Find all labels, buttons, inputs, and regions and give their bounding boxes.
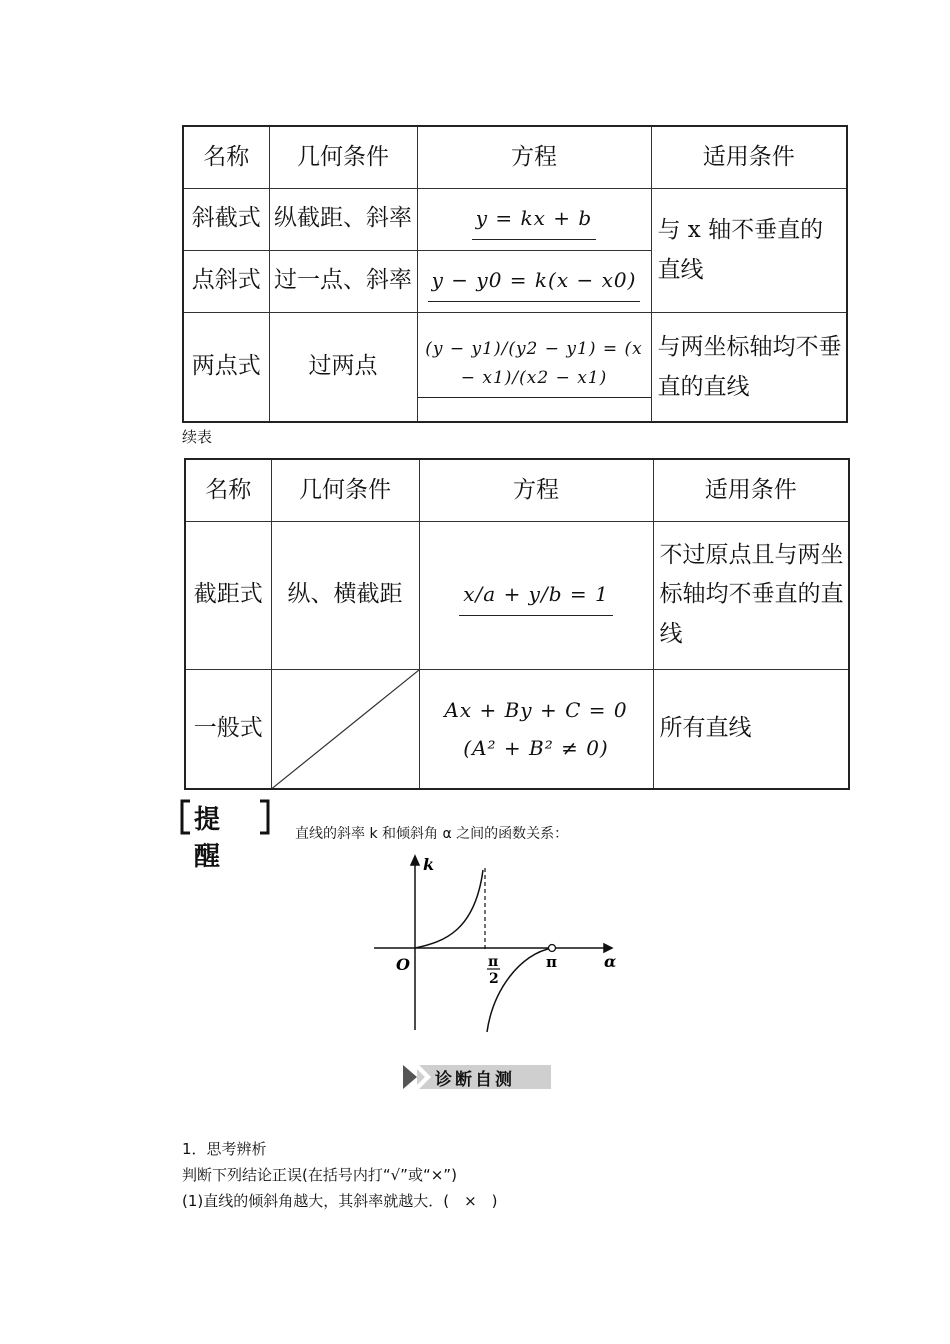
row-slope-intercept-condition: 纵截距、斜率 (269, 188, 417, 250)
equation-general: Ax + By + C = 0 (444, 697, 628, 722)
row-intercept-applicable: 不过原点且与两坐标轴均不垂直的直线 (653, 521, 849, 669)
equation-slope-intercept: y = kx + b (472, 201, 596, 240)
row-two-point-condition: 过两点 (269, 312, 417, 422)
y-axis-arrow-icon (411, 856, 419, 865)
row-intercept-condition: 纵、横截距 (271, 521, 419, 669)
applicable-not-perpendicular-x: 与 x 轴不垂直的直线 (651, 188, 847, 312)
header-applicable: 适用条件 (651, 126, 847, 188)
axes (374, 856, 612, 1030)
curve-positive-branch (415, 870, 483, 948)
section-badge (403, 1063, 551, 1091)
row-point-slope-name: 点斜式 (183, 250, 269, 312)
reminder-text: 直线的斜率 k 和倾斜角 α 之间的函数关系： (295, 826, 569, 842)
line-equation-table-1 (182, 125, 848, 423)
tick-pi-label: π (546, 953, 557, 971)
header-name: 名称 (183, 126, 269, 188)
header-equation: 方程 (419, 459, 653, 521)
row-slope-intercept-equation (417, 188, 651, 250)
section-badge-label: 诊断自测 (435, 1070, 515, 1090)
row-general-applicable: 所有直线 (653, 669, 849, 789)
line-equation-table-2 (184, 458, 850, 790)
slope-angle-graph (360, 850, 630, 1040)
row-point-slope-equation (417, 250, 651, 312)
header-equation: 方程 (417, 126, 651, 188)
tick-half-pi-den: 2 (489, 971, 499, 987)
header-condition: 几何条件 (269, 126, 417, 188)
row-point-slope-condition: 过一点、斜率 (269, 250, 417, 312)
y-axis-label: k (423, 855, 435, 874)
equation-point-slope: y − y0 = k(x − x0) (428, 263, 641, 302)
open-point-pi (549, 945, 556, 952)
equation-general-condition: (A² + B² ≠ 0) (463, 735, 609, 760)
row-two-point-name: 两点式 (183, 312, 269, 422)
row-general-name: 一般式 (185, 669, 271, 789)
question-heading: 1．思考辨析 (182, 1140, 267, 1158)
x-axis-label: α (604, 952, 617, 971)
x-axis-arrow-icon (604, 944, 612, 952)
question-item-1: (1)直线的倾斜角越大，其斜率就越大．( × ) (182, 1192, 498, 1210)
question-instruction: 判断下列结论正误(在括号内打“√”或“×”) (182, 1166, 457, 1184)
row-two-point-applicable: 与两坐标轴均不垂直的直线 (651, 312, 847, 422)
equation-two-point: (y − y1)/(y2 − y1) = (x − x1)/(x2 − x1) (418, 335, 651, 398)
row-general-equation (419, 669, 653, 789)
header-name: 名称 (185, 459, 271, 521)
header-condition: 几何条件 (271, 459, 419, 521)
origin-label: O (396, 955, 410, 974)
row-general-condition-empty (271, 669, 419, 789)
tick-half-pi-num: π (488, 954, 499, 970)
row-slope-intercept-name: 斜截式 (183, 188, 269, 250)
reminder-badge-label: 提醒 (194, 805, 221, 872)
row-intercept-name: 截距式 (185, 521, 271, 669)
row-intercept-equation (419, 521, 653, 669)
row-two-point-equation (417, 312, 651, 422)
header-applicable: 适用条件 (653, 459, 849, 521)
equation-intercept: x/a + y/b = 1 (459, 577, 612, 616)
diagonal-slash (272, 670, 419, 789)
continued-label: 续表 (182, 428, 213, 446)
